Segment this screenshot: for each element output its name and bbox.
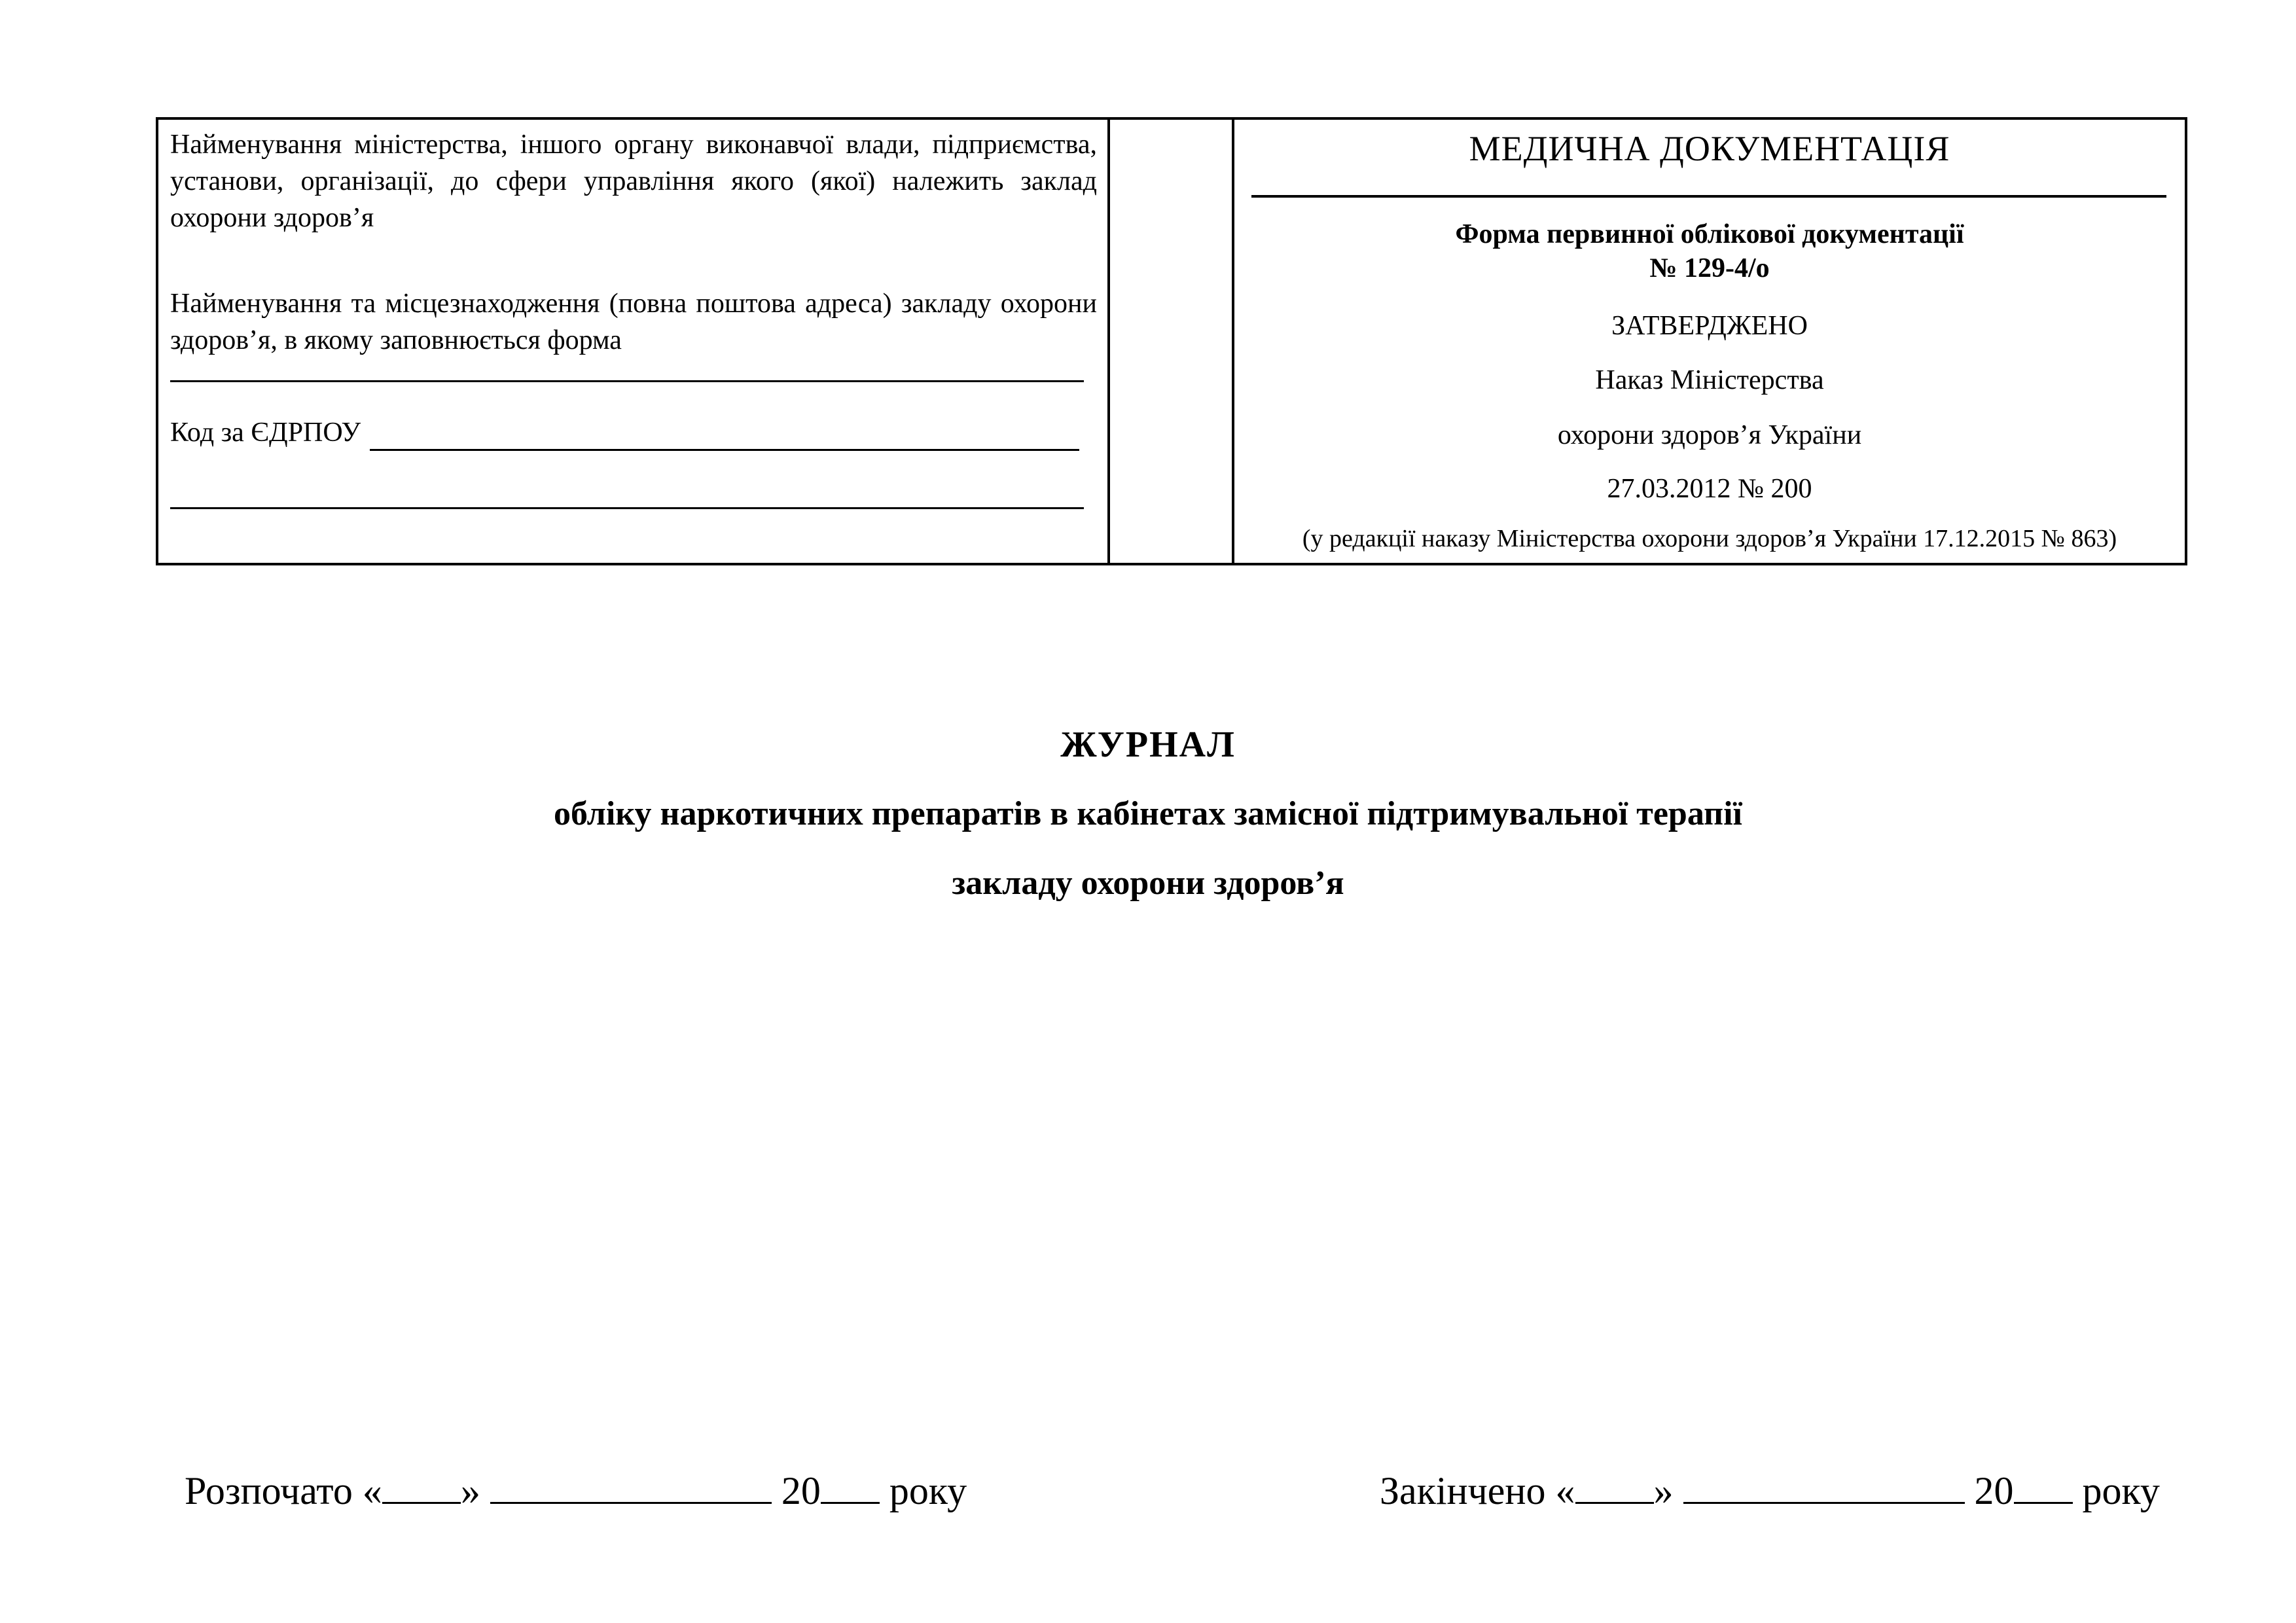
end-date-row bbox=[1380, 1465, 2160, 1517]
form-type-label: Форма первинної облікової документації bbox=[1455, 219, 1964, 249]
start-day-field[interactable] bbox=[382, 1468, 461, 1504]
end-year-field[interactable] bbox=[2014, 1468, 2073, 1504]
form-number: № 129-4/о bbox=[1649, 253, 1770, 283]
revision-note: (у редакції наказу Міністерства охорони здоров’я України 17.12.2015 № 863) bbox=[1302, 525, 2117, 552]
facility-label: Найменування та місцезнаходження (повна поштова адреса) закладу охорони здоров’я, в якому заповнюється форма bbox=[170, 289, 1097, 355]
journal-subtitle-2: закладу охорони здоров’я bbox=[952, 865, 1344, 902]
medical-documentation-title: МЕДИЧНА ДОКУМЕНТАЦІЯ bbox=[1469, 129, 1950, 168]
end-year-prefix: 20 bbox=[1974, 1469, 2014, 1512]
end-month-field[interactable] bbox=[1683, 1468, 1965, 1504]
approved-label: ЗАТВЕРДЖЕНО bbox=[1611, 311, 1808, 341]
order-line-1: Наказ Міністерства bbox=[1595, 365, 1824, 395]
edrpou-row bbox=[170, 414, 1079, 451]
facility-fill-line[interactable] bbox=[170, 507, 1084, 509]
ministry-label: Найменування міністерства, іншого органу виконавчої влади, підприємства, установи, організації, до сфери управління якого (якої) належить заклад охорони здоров’я bbox=[170, 130, 1097, 233]
start-year-prefix: 20 bbox=[781, 1469, 821, 1512]
edrpou-fill-line[interactable] bbox=[370, 418, 1079, 451]
start-label: Розпочато bbox=[185, 1469, 353, 1512]
order-date: 27.03.2012 № 200 bbox=[1607, 474, 1812, 504]
order-line-2: охорони здоров’я України bbox=[1557, 420, 1862, 450]
journal-subtitle-1: обліку наркотичних препаратів в кабінетах замісної підтримувальної терапії bbox=[553, 795, 1743, 832]
title-divider bbox=[1251, 195, 2166, 198]
ministry-fill-line[interactable] bbox=[170, 380, 1084, 382]
institution-info-cell bbox=[158, 120, 1110, 563]
start-date-row bbox=[185, 1465, 967, 1517]
end-open-quote: « bbox=[1555, 1469, 1575, 1512]
spacer-cell bbox=[1110, 120, 1234, 563]
end-label: Закінчено bbox=[1380, 1469, 1546, 1512]
end-day-field[interactable] bbox=[1575, 1468, 1654, 1504]
start-year-field[interactable] bbox=[821, 1468, 880, 1504]
start-open-quote: « bbox=[362, 1469, 382, 1512]
start-year-suffix: року bbox=[889, 1469, 967, 1512]
start-month-field[interactable] bbox=[490, 1468, 772, 1504]
journal-title: ЖУРНАЛ bbox=[1060, 724, 1236, 765]
edrpou-label: Код за ЄДРПОУ bbox=[170, 418, 361, 448]
end-year-suffix: року bbox=[2082, 1469, 2160, 1512]
end-close-quote: » bbox=[1653, 1469, 1674, 1512]
start-close-quote: » bbox=[460, 1469, 480, 1512]
form-info-cell bbox=[1234, 120, 2185, 563]
header-table bbox=[156, 117, 2187, 565]
